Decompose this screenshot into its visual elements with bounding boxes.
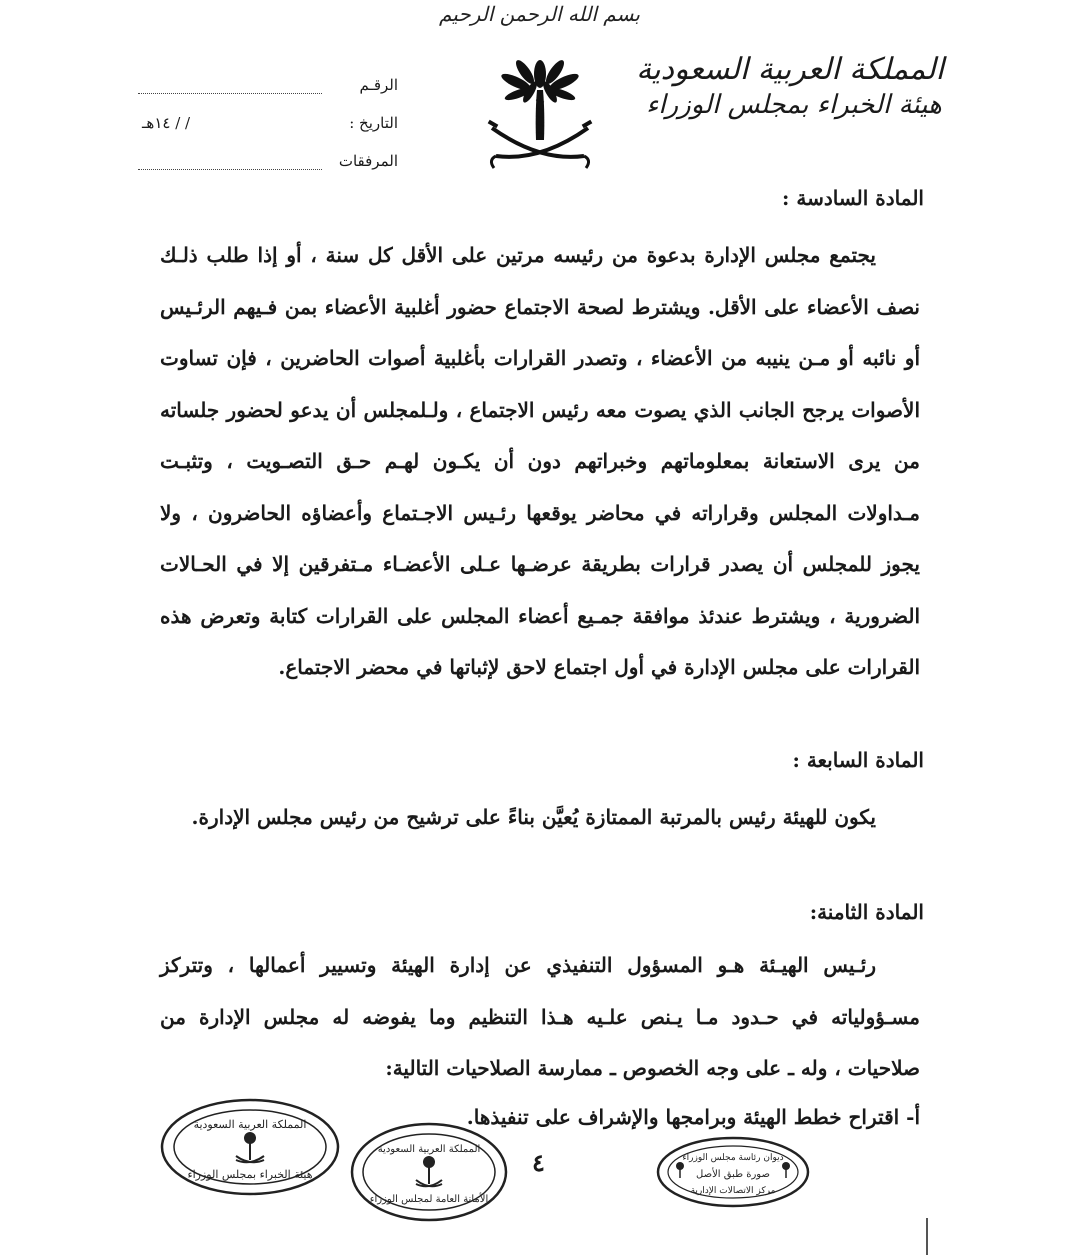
article-7-heading: المادة السابعة : (792, 748, 924, 772)
seal-2-top-text: المملكة العربية السعودية (377, 1144, 481, 1155)
seal-2-bottom-text: الأمانة العامة لمجلس الوزراء (369, 1194, 489, 1205)
seal-1-top-text: المملكة العربية السعودية (193, 1118, 307, 1131)
basmala: بسم الله الرحمن الرحيم (438, 2, 640, 26)
attachments-field-row (138, 132, 398, 170)
margin-mark (926, 1218, 928, 1255)
number-field-row (138, 56, 398, 94)
article-6-paragraph: يجتمع مجلس الإدارة بدعوة من رئيسه مرتين على الأقل كل سنة ، أو إذا طلب ذلـك نصف الأعضاء على الأقل. ويشترط لصحة الاجتماع حضور أغلبية الأعضاء بمن فـيهم الرئـيس أو نائبه أو مـن ينيبه من الأعضاء ، وتصدر القرارات بأغلبية أصوات الحاضرين ، فإن تساوت الأصوات يرجح الجانب الذي يصوت معه رئيس الاجتماع ، ولـلمجلس أن يدعو لحضور جلساته من يرى الاستعانة بمعلوماتهم وخبراتهم دون أن يكـون لهـم حـق التصـويت ، وتثبـت مـداولات المجلس وقراراته في محاضر يوقعها رئـيس الاجـتماع وأعضاؤه الحاضرون ، ولا يجوز للمجلس أن يصدر قرارات بطريقة عرضـها عـلى الأعضـاء مـتفرقين إلا في الحـالات الضرورية ، ويشترط عندئذ موافقة جمـيع أعضاء المجلس على القرارات كتابة وتعرض هذه القرارات على مجلس الإدارة في أول اجتماع لاحق لإثباتها في محضر الاجتماع. (160, 243, 920, 679)
article-6-heading: المادة السادسة : (782, 186, 924, 210)
number-label: الرقـم (359, 76, 398, 94)
article-6-text (160, 230, 920, 694)
article-8-paragraph: رئـيس الهيـئة هـو المسؤول التنفيذي عن إدارة الهيئة وتسيير أعمالها ، وتتركز مسـؤولياته في حـدود مـا يـنص علـيه هـذا التنظيم وما يفوضه له مجلس الإدارة من صلاحيات ، وله ـ على وجه الخصوص ـ ممارسة الصلاحيات التالية: (160, 953, 920, 1080)
saudi-emblem-icon (480, 52, 600, 182)
page-number: ٤ (532, 1148, 545, 1177)
seal-3-middle-text: صورة طبق الأصل (696, 1169, 770, 1180)
date-label: التاريخ : (349, 114, 398, 132)
general-secretariat-seal (350, 1122, 508, 1222)
seal-3-top-text: ديوان رئاسة مجلس الوزراء (682, 1153, 784, 1163)
seal-1-bottom-text: هيئة الخبراء بمجلس الوزراء (187, 1168, 313, 1181)
article-8-text (160, 940, 920, 1095)
seal-3-bottom-text: مركز الاتصالات الإدارية (690, 1186, 776, 1196)
attachments-blank (138, 151, 322, 170)
attachments-label: المرفقات (338, 152, 398, 170)
organization-name: هيئة الخبراء بمجلس الوزراء (646, 90, 942, 120)
kingdom-name: المملكة العربية السعودية (636, 52, 944, 87)
seal-2-emblem-icon (416, 1156, 442, 1186)
experts-commission-seal (160, 1098, 340, 1196)
article-7-text (160, 792, 920, 844)
number-blank (138, 75, 322, 94)
letterhead-title (636, 50, 944, 123)
item-a-text: أ- اقتراح خطط الهيئة وبرامجها والإشراف على تنفيذها. (466, 1105, 920, 1129)
seal-1-emblem-icon (236, 1132, 264, 1162)
article-7-paragraph: يكون للهيئة رئيس بالمرتبة الممتازة يُعيَّن بناءً على ترشيح من رئيس مجلس الإدارة. (191, 805, 876, 829)
date-field-row (138, 94, 398, 132)
reference-fields (138, 56, 398, 170)
true-copy-seal (656, 1136, 810, 1208)
article-8-heading: المادة الثامنة: (809, 900, 924, 924)
date-value: / / ١٤هـ (142, 114, 191, 132)
